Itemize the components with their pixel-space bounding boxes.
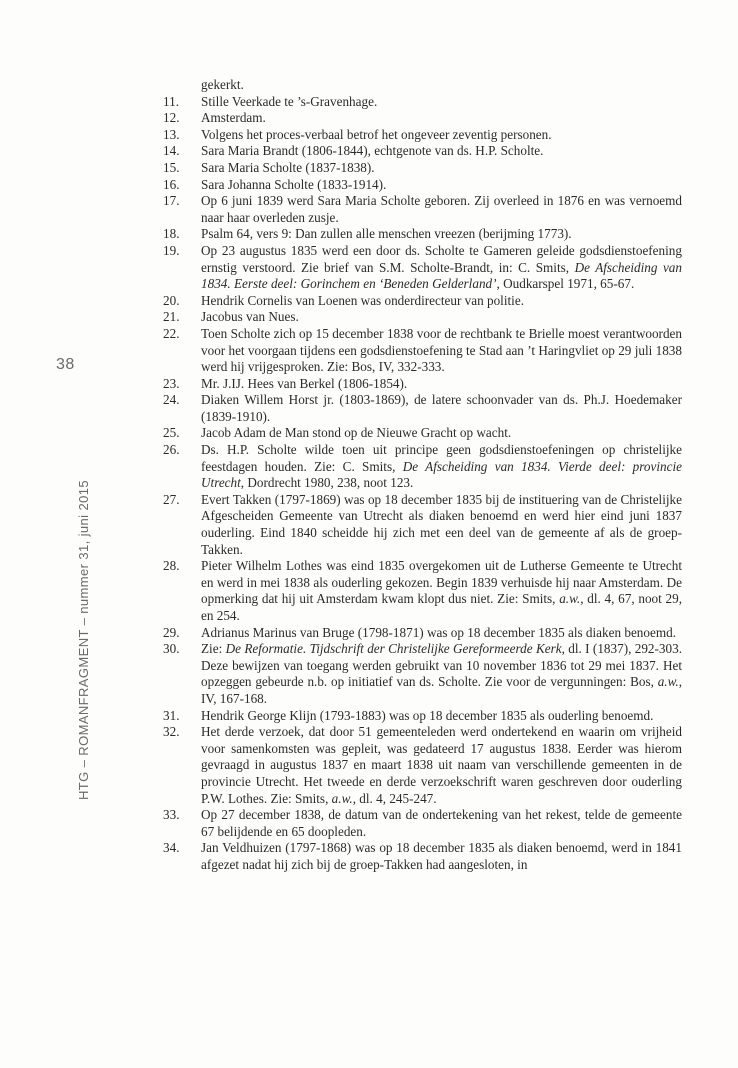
footnote-number: 31. [163,707,180,723]
footnote-text-italic: a.w. [331,790,353,806]
footnote-text-part: Jan Veldhuizen (1797-1868) was op 18 december 1835 als diaken benoemd, werd in 1841 afgezet nadat hij zich bij de groep-Takken had aangesloten, in [201,840,682,872]
footnote-number: 17. [163,193,180,209]
footnote-text [201,442,682,492]
footnote [163,625,682,642]
footnote-text-part: , dl. I (1837), 292-303. Deze bewijzen van toegang werden gebruikt van 10 november 1836 tot 29 mei 1837. Het opzeggen gebeurde n.b. op initiatief van ds. Scholte. Zie voor de vergunningen: Bos, [201,641,682,690]
footnote-text-part: , IV, 167-168. [201,674,682,706]
footnote-text [201,293,682,310]
footnote [163,392,682,425]
footnote-text-part: Zie: [201,641,226,657]
footnote [163,708,682,725]
footnote [163,243,682,293]
footnote [163,293,682,310]
footnote [163,110,682,127]
page-number: 38 [56,356,75,373]
footnote-number: 30. [163,641,180,657]
footnote-text-part: Volgens het proces-verbaal betrof het ongeveer zeventig personen. [201,126,552,142]
footnote-text [201,492,682,558]
footnote-number: 32. [163,724,180,740]
footnote-text-part: Evert Takken (1797-1869) was op 18 december 1835 bij de instituering van de Christelijke Afgescheiden Gemeente van Utrecht als diaken benoemd en werd hier eind juni 1837 ouderling. Eind 1840 scheidde hij zich met een deel van de gemeente af als de groep-Takken. [201,491,682,557]
footnote [163,326,682,376]
footnote-text [201,143,682,160]
footnote-text [201,193,682,226]
footnote-text-part: Sara Maria Brandt (1806-1844), echtgenote van ds. H.P. Scholte. [201,143,544,159]
footnote-number: 29. [163,624,180,640]
footnote-number: 23. [163,375,180,391]
footnote-number: 34. [163,840,180,856]
footnote-text [201,94,682,111]
footnote [163,425,682,442]
footnote-text-part: Stille Veerkade te ’s-Gravenhage. [201,93,378,109]
footnote-text-italic: De Afscheiding van 1834. Vierde deel: provincie Utrecht [201,458,682,491]
footnote-text-part: , Oudkarspel 1971, 65-67. [496,276,635,292]
footnote-text-italic: a.w. [657,674,679,690]
footnote-text [201,160,682,177]
footnote-text-part: Sara Maria Scholte (1837-1838). [201,159,375,175]
footnote-text-part: Sara Johanna Scholte (1833-1914). [201,176,387,192]
footnote-text [201,724,682,807]
footnote-text [201,425,682,442]
footnote-text-part: Adrianus Marinus van Bruge (1798-1871) was op 18 december 1835 als diaken benoemd. [201,624,677,640]
footnote [163,127,682,144]
footnote-number: 22. [163,325,180,341]
footnote-text [201,625,682,642]
footnote-number: 19. [163,242,180,258]
footnote [163,309,682,326]
footnote-text [201,708,682,725]
footnote-number: 15. [163,159,180,175]
footnote-number: 27. [163,491,180,507]
footnote-number: 12. [163,110,180,126]
footnote-number: 26. [163,442,180,458]
footnote-text-part: Jacob Adam de Man stond op de Nieuwe Gracht op wacht. [201,425,512,441]
lead-text: gekerkt. [201,77,244,92]
footnote-text-part: , dl. 4, 67, noot 29, en 254. [201,591,683,623]
footnote-number: 25. [163,425,180,441]
footnote-text [201,243,682,293]
footnote-text [201,558,682,624]
footnote [163,558,682,624]
footnote-text-part: , Dordrecht 1980, 238, noot 123. [240,475,414,491]
footnote [163,160,682,177]
footnote-text-part: Op 27 december 1838, de datum van de ondertekening van het rekest, telde de gemeente 67 belijdende en 65 doopleden. [201,807,682,839]
footnote-text-italic: De Reformatie. Tijdschrift der Christelijke Gereformeerde Kerk [225,641,562,657]
footnote-text [201,309,682,326]
footnote-text-part: Pieter Wilhelm Lothes was eind 1835 overgekomen uit de Lutherse Gemeente te Utrecht en werd in mei 1838 als ouderling gekozen. Begin 1839 verhuisde hij naar Amsterdam. De opmerking dat hij uit Amsterdam kwam klopt dus niet. Zie: Smits, [201,558,682,607]
footnote-number: 24. [163,392,180,408]
footnote-text [201,376,682,393]
footnote-text-part: Hendrik George Klijn (1793-1883) was op 18 december 1835 als ouderling benoemd. [201,707,654,723]
footnote-text-part: Op 23 augustus 1835 werd een door ds. Scholte te Gameren geleide godsdienstoefening ernstig verstoord. Zie brief van S.M. Scholte-Brandt, in: C. Smits, [201,242,682,275]
footnote-number: 28. [163,558,180,574]
footnote [163,840,682,873]
footnote-text [201,641,682,707]
footnote-number: 18. [163,226,180,242]
footnote-text-part: Amsterdam. [201,110,266,126]
footnote-text [201,127,682,144]
footnote-text [201,226,682,243]
footnote [163,442,682,492]
footnote-text-italic: a.w. [559,591,581,607]
footnote-text-italic: De Afscheiding van 1834. Eerste deel: Gorinchem en ‘Beneden Gelderland’ [201,259,682,292]
footnote-text-part: Het derde verzoek, dat door 51 gemeenteleden werd ondertekend en waarin om vrijheid voor samenkomsten was gepleit, was gedateerd 17 augustus 1838. Eerder was hierom gevraagd in augustus 1837 en maart 1838 uit naam van verschillende gemeenten in de provincie Utrecht. Het tweede en derde verzoekschrift waren geschreven door ouderling P.W. Lothes. Zie: Smits, [201,724,682,806]
footnote-text-part: Ds. H.P. Scholte wilde toen uit principe geen godsdienstoefeningen op christelijke feestdagen houden. Zie: C. Smits, [201,442,682,474]
footnote-number: 11. [163,93,179,109]
footnote-text [201,177,682,194]
footnote-text [201,392,682,425]
footnote [163,94,682,111]
footnote-number: 33. [163,807,180,823]
footnote-number: 21. [163,309,180,325]
footnote-text-part: Toen Scholte zich op 15 december 1838 voor de rechtbank te Brielle moest verantwoorden voor het voorgaan tijdens een godsdienstoefening te Stad aan ’t Haringvliet op 29 juli 1838 werd hij vrijgesproken. Zie: Bos, IV, 332-333. [201,325,682,375]
footnote-number: 13. [163,126,180,142]
footnote-text-part: Mr. J.IJ. Hees van Berkel (1806-1854). [201,375,408,391]
footnote [163,177,682,194]
footnote [163,724,682,807]
footnote-text [201,807,682,840]
footnote-number: 16. [163,176,180,192]
footnote [163,143,682,160]
footnote-text-part: Jacobus van Nues. [201,309,299,325]
footnote [163,376,682,393]
footnote-text-part: , dl. 4, 245-247. [352,790,437,806]
running-head: HTG – ROMANFRAGMENT – nummer 31, juni 2015 [76,480,91,800]
footnote-text [201,110,682,127]
footnote [163,807,682,840]
footnote-text-part: Op 6 juni 1839 werd Sara Maria Scholte geboren. Zij overleed in 1876 en was vernoemd naar haar overleden zusje. [201,193,682,225]
footnote-text [201,326,682,376]
footnote [163,492,682,558]
footnotes [163,77,682,874]
footnote-number: 14. [163,143,180,159]
footnote-text-part: Hendrik Cornelis van Loenen was onderdirecteur van politie. [201,292,524,308]
footnote-text [201,840,682,873]
footnote-text-part: Psalm 64, vers 9: Dan zullen alle menschen vreezen (berijming 1773). [201,226,572,242]
footnote-number: 20. [163,292,180,308]
footnote-text-part: Diaken Willem Horst jr. (1803-1869), de latere schoonvader van ds. Ph.J. Hoedemaker (1839-1910). [201,392,682,424]
footnote [163,226,682,243]
footnote [163,641,682,707]
footnote [163,193,682,226]
